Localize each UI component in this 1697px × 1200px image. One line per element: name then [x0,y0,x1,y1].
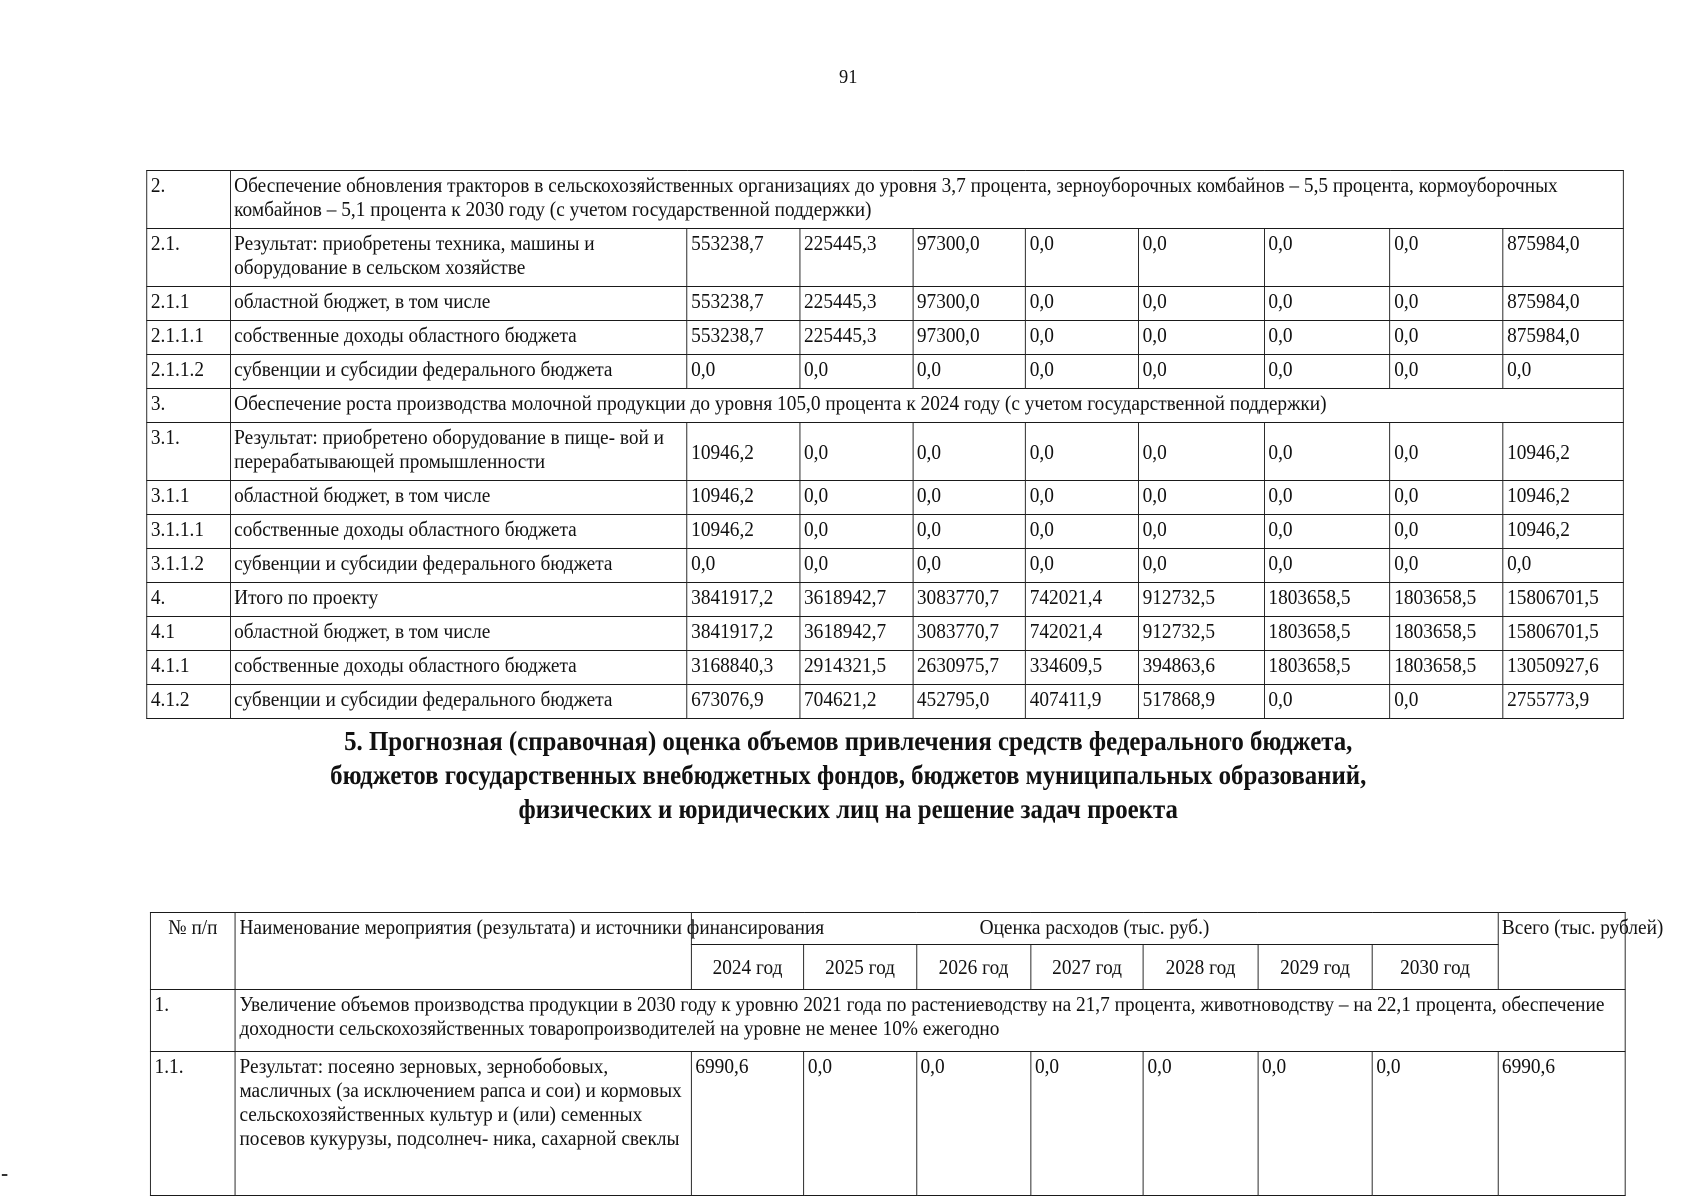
value-cell: 10946,2 [687,481,800,515]
value-cell: 1803658,5 [1390,583,1503,617]
value-cell: 0,0 [913,549,1026,583]
value-cell: 225445,3 [800,229,913,287]
value-cell: 742021,4 [1026,583,1139,617]
header-total: Всего (тыс. рублей) [1498,913,1625,990]
value-cell: 875984,0 [1503,321,1623,355]
value-cell: 0,0 [1264,481,1390,515]
row-name: субвенции и субсидии федерального бюджета [230,685,687,719]
value-cell: 0,0 [1031,1052,1144,1196]
header-year: 2024 год [691,945,804,990]
value-cell: 10946,2 [687,423,800,481]
row-number: 3. [147,389,230,423]
value-cell: 0,0 [800,423,913,481]
header-year: 2026 год [916,945,1030,990]
value-cell: 394863,6 [1138,651,1264,685]
section-5-title [0,724,1696,826]
value-cell: 0,0 [1138,515,1264,549]
header-year: 2027 год [1031,945,1144,990]
value-cell: 0,0 [913,423,1026,481]
value-cell: 875984,0 [1503,229,1623,287]
value-cell: 0,0 [1390,423,1503,481]
value-cell: 3618942,7 [800,617,913,651]
row-number: 2.1.1.1 [147,321,230,355]
value-cell: 0,0 [1390,481,1503,515]
forecast-financing-table [150,912,1664,1196]
value-cell: 0,0 [1264,229,1390,287]
value-cell: 10946,2 [1503,423,1623,481]
value-cell: 673076,9 [687,685,800,719]
row-number: 2. [147,171,230,229]
value-cell: 334609,5 [1026,651,1139,685]
value-cell: 10946,2 [687,515,800,549]
table-row [147,355,1624,389]
value-cell: 0,0 [913,481,1026,515]
goal-row [147,389,1624,423]
value-cell: 0,0 [1026,423,1139,481]
value-cell: 0,0 [1264,515,1390,549]
row-name: собственные доходы областного бюджета [230,321,687,355]
value-cell: 10946,2 [1503,481,1623,515]
value-cell: 15806701,5 [1503,583,1623,617]
value-cell: 0,0 [1264,355,1390,389]
value-cell: 0,0 [1138,423,1264,481]
value-cell: 0,0 [1026,481,1139,515]
row-name: Итого по проекту [230,583,687,617]
row-name: Обеспечение роста производства молочной продукции до уровня 105,0 процента к 2024 году (с учетом государственной поддержки) [230,389,1623,423]
value-cell: 875984,0 [1503,287,1623,321]
value-cell: 0,0 [1026,321,1139,355]
row-number: 4.1.1 [147,651,230,685]
financing-table-continued [146,170,1624,719]
value-cell: 0,0 [1138,287,1264,321]
value-cell: 3618942,7 [800,583,913,617]
value-cell: 0,0 [1138,321,1264,355]
value-cell: 15806701,5 [1503,617,1623,651]
table-row [147,287,1624,321]
row-number: 4.1.2 [147,685,230,719]
value-cell: 0,0 [800,355,913,389]
margin-mark [2,1174,8,1176]
row-number: 3.1.1.2 [147,549,230,583]
value-cell: 553238,7 [687,321,800,355]
result-name: Результат: посеяно зерновых, зернобобовых, масличных (за исключением рапса и сои) и кормовых сельскохозяйственных культур и (или) семенных посевов кукурузы, подсолнеч- ника, сахарной свеклы [235,1052,691,1196]
value-cell: 0,0 [1503,355,1623,389]
value-cell: 0,0 [1390,515,1503,549]
table-row [147,583,1624,617]
value-cell: 0,0 [913,515,1026,549]
value-cell: 0,0 [687,549,800,583]
value-cell: 0,0 [1390,549,1503,583]
value-cell: 0,0 [1138,549,1264,583]
value-cell: 6990,6 [691,1052,804,1196]
value-cell: 742021,4 [1026,617,1139,651]
value-cell: 1803658,5 [1264,617,1390,651]
value-cell: 0,0 [1026,229,1139,287]
value-cell: 0,0 [1264,423,1390,481]
value-cell: 0,0 [1258,1052,1372,1196]
header-year: 2029 год [1258,945,1372,990]
row-name: собственные доходы областного бюджета [230,651,687,685]
header-no: № п/п [150,913,235,990]
row-number: 2.1. [147,229,230,287]
header-name: Наименование мероприятия (результата) и источники финансирования [235,913,691,990]
value-cell: 0,0 [1138,481,1264,515]
row-number: 3.1.1.1 [147,515,230,549]
value-cell: 452795,0 [913,685,1026,719]
value-cell: 0,0 [1138,229,1264,287]
value-cell: 0,0 [1503,549,1623,583]
section-title-line: бюджетов государственных внебюджетных фондов, бюджетов муниципальных образований, [330,760,1367,790]
value-cell: 0,0 [1026,287,1139,321]
row-number: 3.1.1 [147,481,230,515]
value-cell: 0,0 [1026,549,1139,583]
result-no: 1.1. [150,1052,235,1196]
value-cell: 0,0 [916,1052,1030,1196]
value-cell: 0,0 [1264,549,1390,583]
value-cell: 553238,7 [687,287,800,321]
goal-row [147,171,1624,229]
table-row [147,617,1624,651]
row-name: субвенции и субсидии федерального бюджета [230,355,687,389]
row-name: областной бюджет, в том числе [230,287,687,321]
table-row [147,549,1624,583]
value-cell: 3841917,2 [687,617,800,651]
value-cell: 0,0 [913,355,1026,389]
value-cell: 1803658,5 [1390,617,1503,651]
value-cell: 97300,0 [913,229,1026,287]
value-cell: 3168840,3 [687,651,800,685]
header-year: 2030 год [1372,945,1498,990]
value-cell: 0,0 [1390,355,1503,389]
value-cell: 1803658,5 [1264,583,1390,617]
row-number: 2.1.1.2 [147,355,230,389]
value-cell: 2630975,7 [913,651,1026,685]
value-cell: 0,0 [800,481,913,515]
value-cell: 1803658,5 [1390,651,1503,685]
value-cell: 517868,9 [1138,685,1264,719]
value-cell: 1803658,5 [1264,651,1390,685]
value-cell: 0,0 [1143,1052,1257,1196]
value-cell: 0,0 [1026,355,1139,389]
row-name: собственные доходы областного бюджета [230,515,687,549]
value-cell: 0,0 [800,515,913,549]
value-cell: 553238,7 [687,229,800,287]
table-row [147,685,1624,719]
value-cell: 97300,0 [913,321,1026,355]
value-cell: 3083770,7 [913,617,1026,651]
table-row [147,423,1624,481]
goal-name: Увеличение объемов производства продукции в 2030 году к уровню 2021 года по растениеводству на 21,7 процента, животноводству – на 22,1 процента, обеспечение доходности сельскохозяйственных товаропроизводителей на уровне не менее 10% ежегодно [235,990,1625,1052]
table-row [147,515,1624,549]
table-row [147,651,1624,685]
section-title-line: физических и юридических лиц на решение задач проекта [518,794,1178,824]
value-cell: 2755773,9 [1503,685,1623,719]
header-estimate: Оценка расходов (тыс. руб.) [691,913,1498,945]
value-cell: 3083770,7 [913,583,1026,617]
table-row [147,321,1624,355]
row-name: областной бюджет, в том числе [230,617,687,651]
section-title-line: 5. Прогнозная (справочная) оценка объемов привлечения средств федерального бюджета, [344,726,1353,756]
value-cell: 0,0 [1390,685,1503,719]
value-cell: 10946,2 [1503,515,1623,549]
value-cell: 407411,9 [1026,685,1139,719]
goal-no: 1. [150,990,235,1052]
value-cell: 0,0 [1390,229,1503,287]
value-cell: 3841917,2 [687,583,800,617]
value-cell: 0,0 [687,355,800,389]
value-cell: 704621,2 [800,685,913,719]
value-cell: 0,0 [804,1052,917,1196]
row-name: Результат: приобретены техника, машины и оборудование в сельском хозяйстве [230,229,687,287]
value-cell: 912732,5 [1138,617,1264,651]
value-cell: 912732,5 [1138,583,1264,617]
value-cell: 13050927,6 [1503,651,1623,685]
value-cell: 0,0 [1264,685,1390,719]
value-cell: 0,0 [1264,287,1390,321]
value-cell: 225445,3 [800,321,913,355]
value-cell: 225445,3 [800,287,913,321]
row-name: Результат: приобретено оборудование в пище- вой и перерабатывающей промышленности [230,423,687,481]
value-cell: 6990,6 [1498,1052,1625,1196]
value-cell: 0,0 [1372,1052,1498,1196]
value-cell: 0,0 [800,549,913,583]
value-cell: 97300,0 [913,287,1026,321]
value-cell: 0,0 [1264,321,1390,355]
row-number: 3.1. [147,423,230,481]
header-year: 2028 год [1143,945,1257,990]
table-row [147,229,1624,287]
table-row [147,481,1624,515]
row-name: областной бюджет, в том числе [230,481,687,515]
value-cell: 2914321,5 [800,651,913,685]
row-number: 2.1.1 [147,287,230,321]
row-number: 4. [147,583,230,617]
value-cell: 0,0 [1026,515,1139,549]
row-number: 4.1 [147,617,230,651]
value-cell: 0,0 [1390,287,1503,321]
row-name: субвенции и субсидии федерального бюджета [230,549,687,583]
page-number: 91 [839,66,858,88]
row-name: Обеспечение обновления тракторов в сельскохозяйственных организациях до уровня 3,7 процента, зерноуборочных комбайнов – 5,5 процента, кормоуборочных комбайнов – 5,1 процента к 2030 году (с учетом государственной поддержки) [230,171,1623,229]
header-year: 2025 год [804,945,917,990]
value-cell: 0,0 [1138,355,1264,389]
value-cell: 0,0 [1390,321,1503,355]
